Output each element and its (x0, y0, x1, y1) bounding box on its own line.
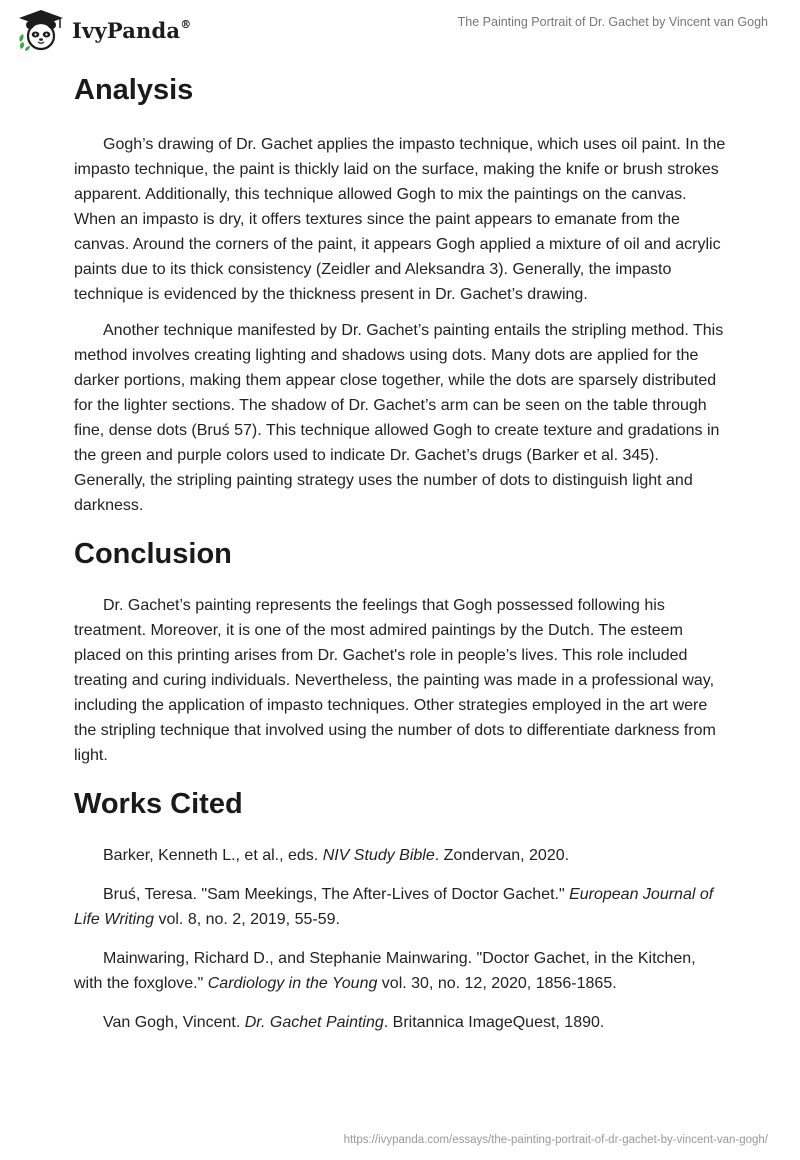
citation-title: Cardiology in the Young (207, 975, 378, 992)
citation-entry (74, 882, 728, 932)
brand-name (72, 18, 191, 43)
citation-title: Dr. Gachet Painting (244, 1014, 384, 1031)
essay-content (74, 70, 728, 1049)
citation-text: vol. 30, no. 12, 2020, 1856-1865. (377, 975, 617, 992)
citation-text: Mainwaring, Richard D., and Stephanie Mainwaring. "Doctor Gachet, in the Kitchen, with the foxglove." (74, 950, 696, 992)
document-title: The Painting Portrait of Dr. Gachet by Vincent van Gogh (457, 15, 768, 29)
citation-text: . Zondervan, 2020. (434, 847, 570, 864)
source-url[interactable]: https://ivypanda.com/essays/the-painting-portrait-of-dr-gachet-by-vincent-van-gogh/ (343, 1134, 768, 1146)
conclusion-heading: Conclusion (74, 538, 232, 570)
analysis-paragraph: Gogh’s drawing of Dr. Gachet applies the impasto technique, which uses oil paint. In the impasto technique, the paint is thickly laid on the surface, making the knife or brush strokes apparent. Additionally, this technique allowed Gogh to mix the paintings on the canvas. When an impasto is dry, it offers textures since the paint appears to emanate from the canvas. Around the corners of the paint, it appears Gogh applied a mixture of oil and acrylic paints due to its thick consistency (Zeidler and Aleksandra 3). Generally, the impasto technique is evidenced by the thickness present in Dr. Gachet’s drawing. (74, 136, 726, 303)
brand-text: IvyPanda (72, 17, 181, 43)
citation-text: Barker, Kenneth L., et al., eds. (103, 847, 323, 864)
citation-text: vol. 8, no. 2, 2019, 55-59. (154, 911, 340, 928)
ivypanda-logo[interactable] (16, 8, 191, 52)
analysis-heading: Analysis (74, 74, 194, 106)
citation-entry (74, 843, 728, 868)
citation-title: European Journal of Life Writing (74, 886, 714, 928)
panda-graduate-icon (16, 8, 66, 52)
citation-entry (74, 946, 728, 996)
conclusion-paragraph: Dr. Gachet’s painting represents the feelings that Gogh possessed following his treatment. Moreover, it is one of the most admired paintings by the Dutch. The esteem placed on this printing arises from Dr. Gachet's role in people’s lives. This role included treating and curing individuals. Nevertheless, the painting was made in a professional way, including the application of impasto techniques. Other strategies employed in the art were the stripling technique that involved using the number of dots to differentiate darkness from light. (74, 597, 716, 764)
citation-title: NIV Study Bible (322, 847, 435, 864)
analysis-paragraph: Another technique manifested by Dr. Gachet’s painting entails the stripling method. This method involves creating lighting and shadows using dots. Many dots are applied for the darker portions, making them appear close together, while the dots are sparsely distributed for the lighter sections. The shadow of Dr. Gachet’s arm can be seen on the table through fine, dense dots (Bruś 57). This technique allowed Gogh to create texture and gradations in the green and purple colors used to indicate Dr. Gachet’s drugs (Barker et al. 345). Generally, the stripling painting strategy uses the number of dots to distinguish light and darkness. (74, 322, 724, 514)
citation-text: . Britannica ImageQuest, 1890. (383, 1014, 605, 1031)
citation-entry (74, 1010, 728, 1035)
citation-text: Van Gogh, Vincent. (103, 1014, 245, 1031)
citation-text: Bruś, Teresa. "Sam Meekings, The After-Lives of Doctor Gachet." (103, 886, 570, 903)
works-cited-heading: Works Cited (74, 788, 243, 820)
page-header (0, 0, 800, 60)
registered-mark: ® (180, 17, 192, 31)
